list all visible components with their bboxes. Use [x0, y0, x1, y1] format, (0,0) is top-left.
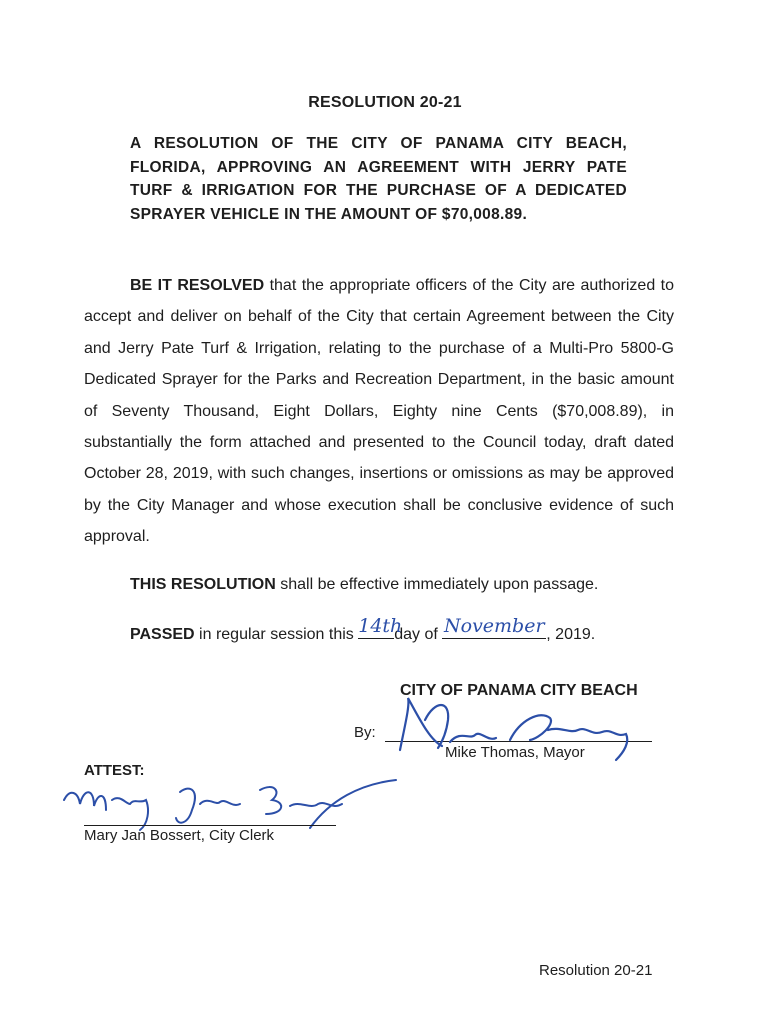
- passed-text-2: day of: [394, 626, 443, 643]
- by-label: By:: [354, 724, 376, 741]
- passed-line: [130, 615, 596, 644]
- attest-label: ATTEST:: [84, 762, 145, 779]
- clerk-name: Mary Jan Bossert, City Clerk: [84, 827, 275, 844]
- resolved-lead: BE IT RESOLVED: [130, 277, 265, 294]
- effective-text: shall be effective immediately upon passage.: [275, 576, 599, 593]
- passed-text-1: in regular session this: [194, 626, 359, 643]
- passed-lead: PASSED: [130, 626, 195, 643]
- resolved-text: that the appropriate officers of the City are authorized to accept and deliver on behalf of the City that certain Agreement between the City and Jerry Pate Turf & Irrigation, relating to the purchase of a Multi-Pro 5800-G Dedicated Sprayer for the Parks and Recreation Department, in the basic amount of Seventy Thousand, Eight Dollars, Eighty nine Cents ($70,008.89), in substantially the form attached and presented to the Council today, draft dated October 28, 2019, with such changes, insertions or omissions as may be approved by the City Manager and whose execution shall be conclusive evidence of such approval.: [84, 277, 675, 546]
- handwritten-day: 14th: [358, 615, 403, 637]
- clerk-signature-line: [84, 825, 336, 826]
- resolved-paragraph: [84, 270, 674, 553]
- resolution-title: RESOLUTION 20-21: [308, 94, 462, 111]
- resolution-caption: A RESOLUTION OF THE CITY OF PANAMA CITY BEACH, FLORIDA, APPROVING AN AGREEMENT WITH JERRY PATE TURF & IRRIGATION FOR THE PURCHASE OF A DEDICATED SPRAYER VEHICLE IN THE AMOUNT OF $70,008.89.: [130, 135, 627, 223]
- month-blank: [442, 615, 546, 639]
- effective-line: [130, 576, 598, 594]
- page-footer: Resolution 20-21: [539, 962, 653, 979]
- day-blank: [358, 615, 403, 639]
- city-name: CITY OF PANAMA CITY BEACH: [400, 682, 638, 699]
- effective-lead: THIS RESOLUTION: [130, 576, 276, 593]
- mayor-name: Mike Thomas, Mayor: [445, 744, 585, 761]
- handwritten-month: November: [444, 615, 545, 637]
- passed-text-3: , 2019.: [546, 626, 596, 643]
